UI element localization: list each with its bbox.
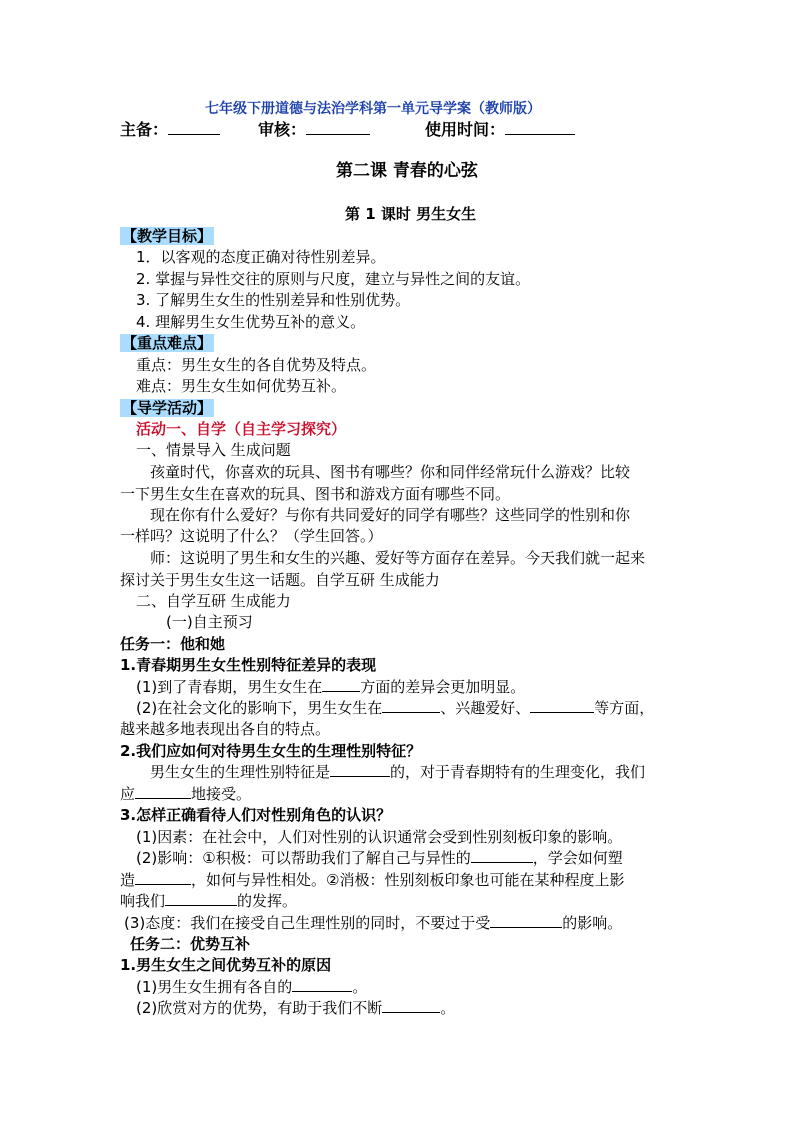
- fill-line: 应 地接受。: [120, 785, 252, 803]
- answer-blank[interactable]: [330, 762, 390, 777]
- date-label: 使用时间：: [425, 120, 506, 139]
- author-label: 主备：: [120, 120, 169, 139]
- answer-blank[interactable]: [165, 891, 237, 906]
- fill-line: (2)在社会文化的影响下，男生女生在 、兴趣爱好、 等方面，: [136, 699, 655, 717]
- step-two-title: 二、自学互研 生成能力: [136, 592, 291, 610]
- paragraph-line: 探讨关于男生女生这一话题。自学互研 生成能力: [120, 571, 440, 589]
- paragraph-line: 孩童时代，你喜欢的玩具、图书有哪些？你和同伴经常玩什么游戏？比较: [150, 463, 631, 481]
- answer-blank[interactable]: [490, 913, 562, 928]
- fill-line: (2)欣赏对方的优势，有助于我们不断 。: [136, 999, 456, 1017]
- task-one-heading: 任务一：他和她: [120, 635, 226, 653]
- answer-blank[interactable]: [471, 848, 533, 863]
- paragraph-line: 一样吗？这说明了什么？（学生回答。）: [120, 527, 383, 545]
- answer-blank[interactable]: [382, 998, 440, 1013]
- answer-blank[interactable]: [382, 698, 440, 713]
- date-blank[interactable]: [505, 120, 575, 135]
- activity-heading: 【导学活动】: [122, 399, 213, 417]
- fill-line: (3)态度：我们在接受自己生理性别的同时，不要过于受 的影响。: [124, 914, 623, 932]
- paragraph-line: (1)因素：在社会中，人们对性别的认识通常会受到性别刻板印象的影响。: [136, 828, 623, 846]
- answer-blank[interactable]: [530, 698, 594, 713]
- author-blank[interactable]: [168, 120, 220, 135]
- goal-item: 4. 理解男生女生优势互补的意义。: [136, 313, 366, 331]
- answer-blank[interactable]: [135, 870, 191, 885]
- paragraph-line: 现在你有什么爱好？与你有共同爱好的同学有哪些？这些同学的性别和你: [150, 506, 631, 524]
- fill-line: 男生女生的生理性别特征是 的，对于青春期特有的生理变化，我们: [150, 763, 646, 781]
- paragraph-line: 越来越多地表现出各自的特点。: [120, 720, 331, 738]
- fill-line: 响我们 的发挥。: [120, 892, 298, 910]
- answer-blank[interactable]: [292, 977, 352, 992]
- date-field: [425, 119, 575, 141]
- lesson-subtitle: 第 1 课时 男生女生: [345, 205, 477, 223]
- goal-item: 1．以客观的态度正确对待性别差异。: [136, 248, 386, 266]
- review-blank[interactable]: [306, 120, 370, 135]
- preview-title: (一)自主预习: [166, 613, 253, 631]
- review-field: [258, 119, 370, 141]
- goals-heading: 【教学目标】: [122, 227, 213, 245]
- fill-line: (1)男生女生拥有各自的 。: [136, 978, 368, 996]
- paragraph-line: 师：这说明了男生和女生的兴趣、爱好等方面存在差异。今天我们就一起来: [150, 549, 646, 567]
- lesson-title: 第二课 青春的心弦: [336, 161, 478, 181]
- keypoints-heading: 【重点难点】: [122, 334, 213, 352]
- step-one-title: 一、情景导入 生成问题: [136, 441, 291, 459]
- goal-item: 2. 掌握与异性交往的原则与尺度，建立与异性之间的友谊。: [136, 270, 531, 288]
- answer-blank[interactable]: [135, 784, 191, 799]
- fill-line: 造 ，如何与异性相处。②消极：性别刻板印象也可能在某种程度上影: [120, 871, 625, 889]
- question-heading: 2.我们应如何对待男生女生的生理性别特征？: [120, 742, 422, 760]
- key-point: 重点：男生女生的各自优势及特点。: [136, 356, 377, 374]
- difficult-point: 难点：男生女生如何优势互补。: [136, 377, 347, 395]
- fill-line: (2)影响：①积极：可以帮助我们了解自己与异性的 ，学会如何塑: [136, 849, 623, 867]
- review-label: 审核：: [258, 120, 307, 139]
- activity-one-title: 活动一、自学（自主学习探究）: [136, 420, 347, 438]
- goal-item: 3. 了解男生女生的性别差异和性别优势。: [136, 291, 411, 309]
- question-heading: 1.男生女生之间优势互补的原因: [120, 956, 332, 974]
- fill-line: (1)到了青春期，男生女生在 方面的差异会更加明显。: [136, 678, 526, 696]
- paragraph-line: 一下男生女生在喜欢的玩具、图书和游戏方面有哪些不同。: [120, 485, 511, 503]
- question-heading: 1.青春期男生女生性别特征差异的表现: [120, 656, 377, 674]
- author-field: [120, 119, 220, 141]
- answer-blank[interactable]: [322, 677, 360, 692]
- question-heading: 3.怎样正确看待人们对性别角色的认识？: [120, 806, 392, 824]
- task-two-heading: 任务二：优势互补: [130, 935, 251, 953]
- document-title: 七年级下册道德与法治学科第一单元导学案（教师版）: [205, 101, 541, 117]
